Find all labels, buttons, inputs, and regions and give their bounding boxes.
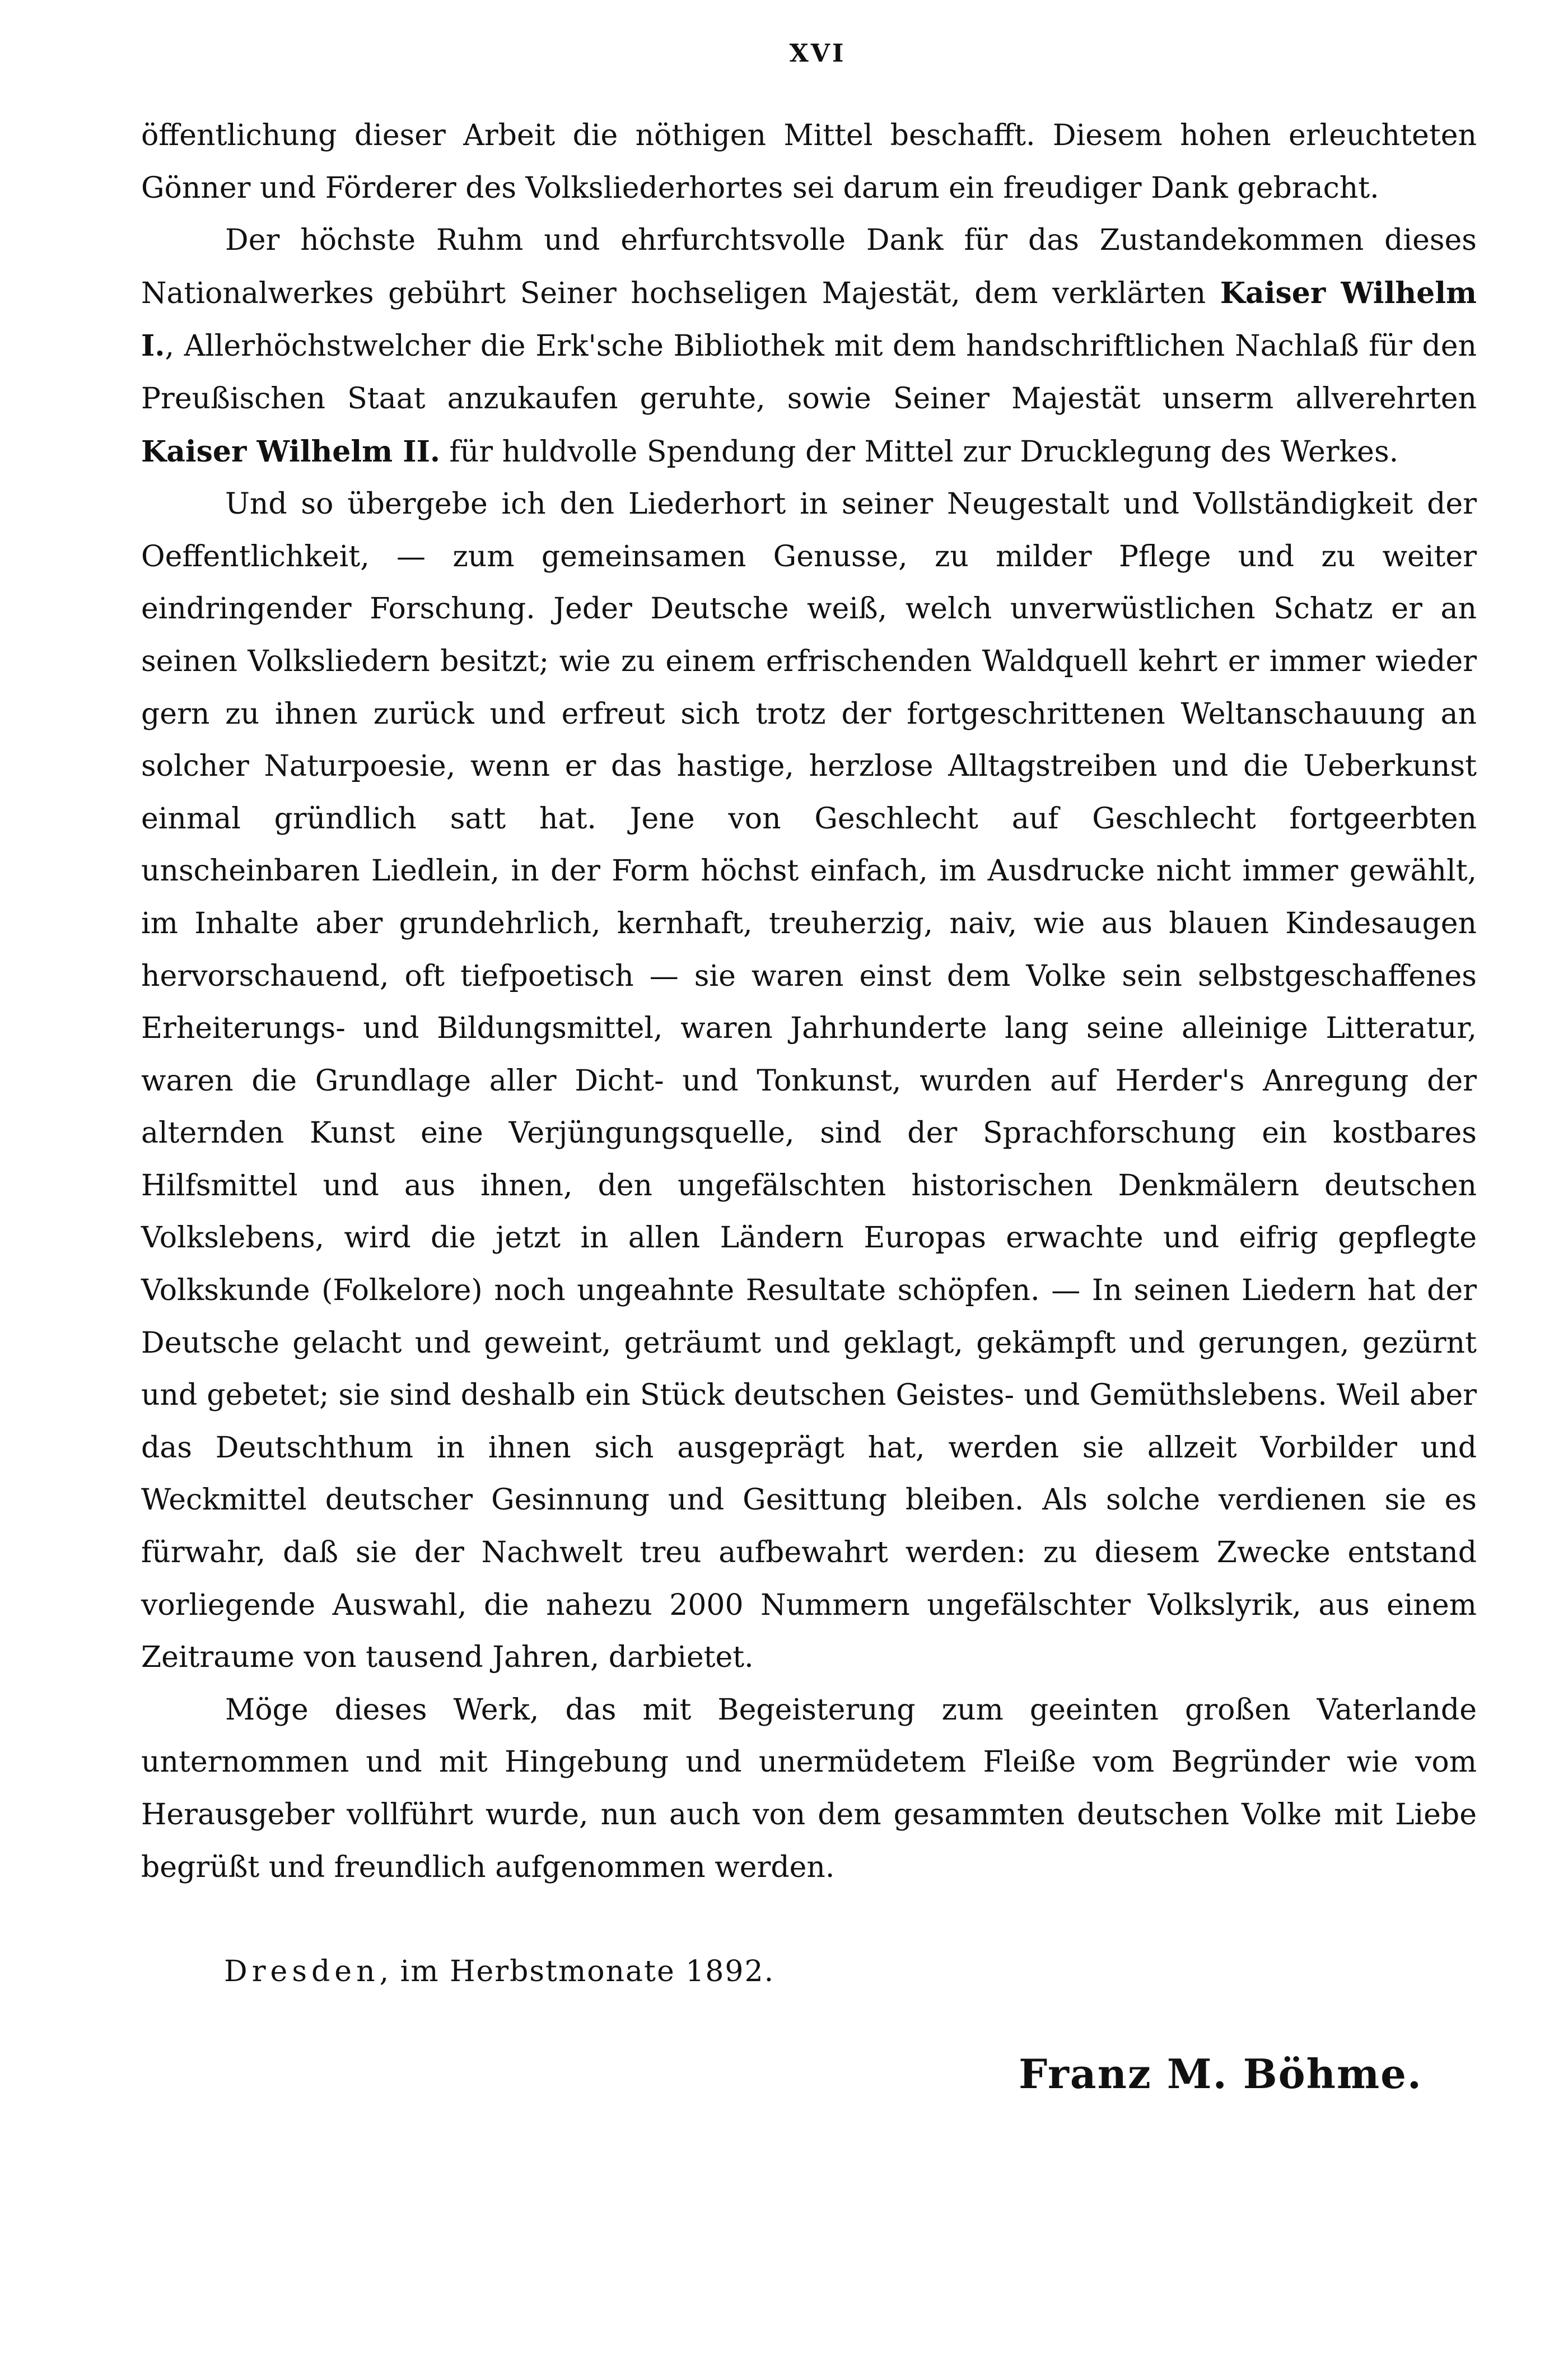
dateline	[224, 1955, 774, 1988]
paragraph-2	[141, 215, 1477, 478]
dateline-rest: , im Herbstmonate 1892.	[379, 1955, 775, 1988]
paragraph-2-part-b: , Allerhöchstwelcher die Erk'sche Bibliothek mit dem handschriftlichen Nachlaß für den Preußischen Staat anzukaufen geruhte, sowie Seiner Majestät unserm allverehrten	[141, 329, 1477, 416]
dateline-place: Dresden	[224, 1955, 380, 1988]
paragraph-2-part-c: für huldvolle Spendung der Mittel zur Drucklegung des Werkes.	[440, 435, 1399, 469]
paragraph-2-part-a: Der höchste Ruhm und ehrfurchtsvolle Dank für das Zustandekommen dieses Nationalwerkes gebührt Seiner hochseligen Majestät, dem verklärten	[141, 223, 1477, 310]
page-number: XVI	[789, 39, 846, 68]
paragraph-4: Möge dieses Werk, das mit Begeisterung zum geeinten großen Vaterlande unternommen und mit Hingebung und unermüdetem Fleiße vom Begründer wie vom Herausgeber vollführt wurde, nun auch von dem gesammten deutschen Volke mit Liebe begrüßt und freundlich aufgenommen werden.	[141, 1693, 1477, 1884]
body-text	[141, 110, 1477, 1894]
paragraph-1: öffentlichung dieser Arbeit die nöthigen Mittel beschafft. Diesem hohen erleuchteten Gönner und Förderer des Volksliederhortes sei darum ein freudiger Dank gebracht.	[141, 119, 1477, 205]
emphasis-kaiser-wilhelm-ii: Kaiser Wilhelm II.	[141, 434, 441, 469]
signature: Franz M. Böhme.	[1019, 2050, 1422, 2098]
paragraph-3: Und so übergebe ich den Liederhort in seiner Neugestalt und Vollständigkeit der Oeffentlichkeit, — zum gemeinsamen Genusse, zu milder Pflege und zu weiter eindringender Forschung. Jeder Deutsche weiß, welch unverwüstlichen Schatz er an seinen Volksliedern besitzt; wie zu einem erfrischenden Waldquell kehrt er immer wieder gern zu ihnen zurück und erfreut sich trotz der fortgeschrittenen Weltanschauung an solcher Naturpoesie, wenn er das hastige, herzlose Alltagstreiben und die Ueberkunst einmal gründlich satt hat. Jene von Geschlecht auf Geschlecht fortgeerbten unscheinbaren Liedlein, in der Form höchst einfach, im Ausdrucke nicht immer gewählt, im Inhalte aber grundehrlich, kernhaft, treuherzig, naiv, wie aus blauen Kindesaugen hervorschauend, oft tiefpoetisch — sie waren einst dem Volke sein selbstgeschaffenes Erheiterungs- und Bildungsmittel, waren Jahrhunderte lang seine alleinige Litteratur, waren die Grundlage aller Dicht- und Tonkunst, wurden auf Herder's Anregung der alternden Kunst eine Verjüngungsquelle, sind der Sprachforschung ein kostbares Hilfsmittel und aus ihnen, den ungefälschten historischen Denkmälern deutschen Volkslebens, wird die jetzt in allen Ländern Europas erwachte und eifrig gepflegte Volkskunde (Folkelore) noch ungeahnte Resultate schöpfen. — In seinen Liedern hat der Deutsche gelacht und geweint, geträumt und geklagt, gekämpft und gerungen, gezürnt und gebetet; sie sind deshalb ein Stück deutschen Geistes- und Gemüthslebens. Weil aber das Deutschthum in ihnen sich ausgeprägt hat, werden sie allzeit Vorbilder und Weckmittel deutscher Gesinnung und Gesittung bleiben. Als solche verdienen sie es fürwahr, daß sie der Nachwelt treu aufbewahrt werden: zu diesem Zwecke entstand vorliegende Auswahl, die nahezu 2000 Nummern ungefälschter Volkslyrik, aus einem Zeitraume von tausend Jahren, darbietet.	[141, 487, 1477, 1675]
emphasis-kaiser-wilhelm-i: Kaiser Wilhelm I.	[141, 276, 1477, 364]
